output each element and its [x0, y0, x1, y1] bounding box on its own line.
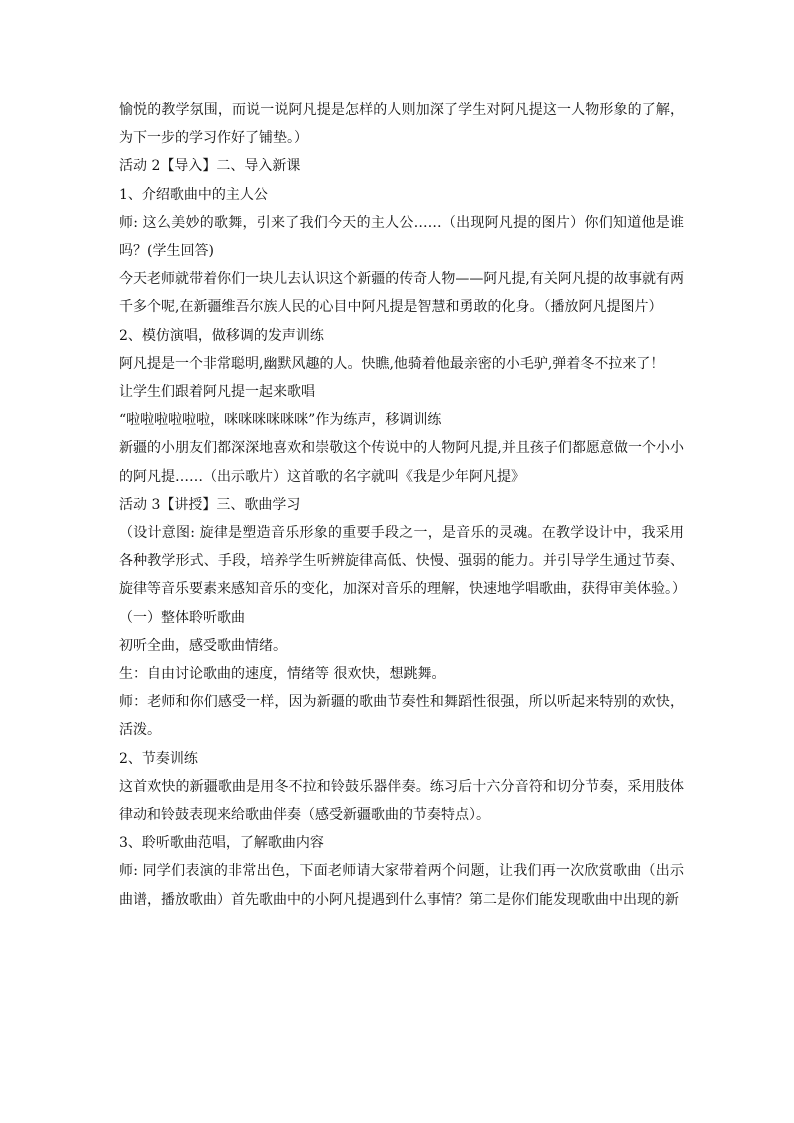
subheading: 2、节奏训练 — [119, 750, 198, 767]
paragraph: 生：自由讨论歌曲的速度，情绪等 很欢快，想跳舞。 — [119, 666, 446, 683]
paragraph: 愉悦的教学氛围，而说一说阿凡提是怎样的人则加深了学生对阿凡提这一人物形象的了解，为下一步的学习作好了铺垫。） — [119, 102, 684, 147]
paragraph: 师：老师和你们感受一样，因为新疆的歌曲节奏性和舞蹈性很强，所以听起来特别的欢快，活泼。 — [119, 694, 684, 739]
paragraph: 新疆的小朋友们都深深地喜欢和崇敬这个传说中的人物阿凡提,并且孩子们都愿意做一个小小的阿凡提……（出示歌片）这首歌的名字就叫《我是少年阿凡提》 — [119, 440, 684, 485]
section-heading: 活动 2【导入】二、导入新课 — [119, 158, 301, 175]
paragraph: “啦啦啦啦啦啦，咪咪咪咪咪咪”作为练声，移调训练 — [119, 412, 442, 429]
design-intent-paragraph: （设计意图: 旋律是塑造音乐形象的重要手段之一，是音乐的灵魂。在教学设计中，我采用各种教学形式、手段，培养学生听辨旋律高低、快慢、强弱的能力。并引导学生通过节奏、旋律等音乐要素来感知音乐的变化，加深对音乐的理解，快速地学唱歌曲，获得审美体验。） — [119, 525, 686, 598]
paragraph: 师: 同学们表演的非常出色，下面老师请大家带着两个问题，让我们再一次欣赏歌曲（出示曲谱，播放歌曲）首先歌曲中的小阿凡提遇到什么事情？第二是你们能发现歌曲中出现的新 — [119, 863, 684, 908]
paragraph: 阿凡提是一个非常聪明,幽默风趣的人。快瞧,他骑着他最亲密的小毛驴,弹着冬不拉来了！ — [119, 355, 665, 372]
document-body — [119, 96, 684, 914]
subheading: 1、介绍歌曲中的主人公 — [119, 186, 268, 203]
paragraph: 让学生们跟着阿凡提一起来歌唱 — [119, 384, 315, 401]
paragraph: 师: 这么美妙的歌舞，引来了我们今天的主人公……（出现阿凡提的图片）你们知道他是谁吗？(学生回答) — [119, 214, 684, 260]
paragraph: 这首欢快的新疆歌曲是用冬不拉和铃鼓乐器伴奏。练习后十六分音符和切分节奏，采用肢体律动和铃鼓表现来给歌曲伴奏（感受新疆歌曲的节奏特点）。 — [119, 778, 684, 824]
subheading: 2、模仿演唱，做移调的发声训练 — [119, 327, 324, 344]
paragraph: 初听全曲，感受歌曲情绪。 — [119, 637, 287, 654]
section-heading: 活动 3【讲授】三、歌曲学习 — [119, 496, 301, 513]
subheading: 3、聆听歌曲范唱，了解歌曲内容 — [119, 835, 324, 852]
paragraph: 今天老师就带着你们一块儿去认识这个新疆的传奇人物——阿凡提,有关阿凡提的故事就有两千多个呢,在新疆维吾尔族人民的心目中阿凡提是智慧和勇敢的化身。（播放阿凡提图片） — [119, 271, 684, 316]
subheading: （一）整体聆听歌曲 — [119, 609, 245, 626]
